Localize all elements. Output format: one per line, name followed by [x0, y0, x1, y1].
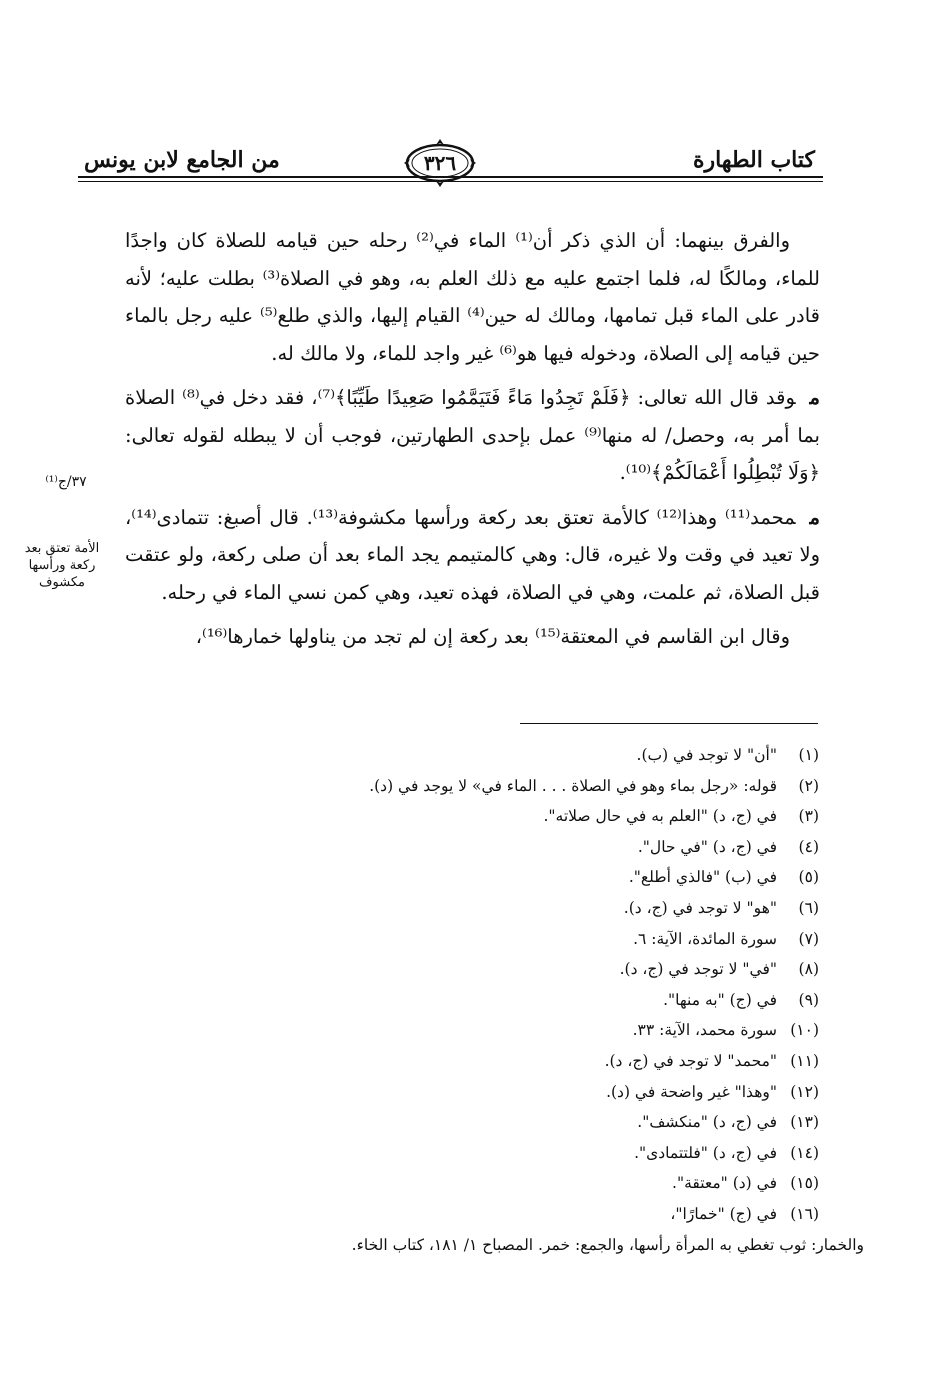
footnote [119, 832, 819, 863]
footnote [119, 985, 819, 1016]
manuscript-folio-ref: ٣٧/ج⁽¹⁾ [45, 474, 87, 490]
footnotes [119, 740, 864, 1260]
paragraph-3-text: محمد⁽¹¹⁾ وهذا⁽¹²⁾ كالأمة تعتق بعد ركعة ورأسها مكشوفة⁽¹³⁾. قال أصبغ: تتمادى⁽¹⁴⁾، ولا تعيد في وقت ولا غيره، قال: وهي كالمتيمم يجد الماء بعد أن صلى ركعة، ولو عتقت قبل الصلاة، ثم علمت، وهي في الصلاة، فهذه تعيد، وهي كمن نسي الماء في رحله. [125, 505, 820, 604]
footnote-number: (٨) [798, 960, 819, 979]
footnote [119, 893, 819, 924]
footnote-number: (٣) [798, 807, 819, 826]
source-title: من الجامع لابن يونس [84, 147, 280, 173]
footnote-text: في (ج، د) "منكشف". [637, 1113, 777, 1132]
footnote-continuation: والخمار: ثوب تغطي به المرأة رأسها، والجمع: خمر. المصباح ١/ ١٨١، كتاب الخاء. [351, 1235, 864, 1254]
book-title: كتاب الطهارة [692, 147, 815, 173]
footnote-text: "أن" لا توجد في (ب). [636, 746, 777, 764]
footnote-number: (١٠) [790, 1021, 819, 1040]
footnote [119, 771, 819, 802]
footnote [119, 1107, 819, 1138]
footnote-text: "محمد" لا توجد في (ج، د). [604, 1051, 777, 1070]
footnote-number: (٦) [798, 898, 819, 917]
paragraph-2-text: وقد قال الله تعالى: ﴿فَلَمْ تَجِدُوا مَاءً فَتَيَمَّمُوا صَعِيدًا طَيِّبًا﴾⁽⁷⁾، فقد دخل في⁽⁸⁾ الصلاة بما أمر به، وحصل/ له منها⁽⁹⁾ عمل بإحدى الطهارتين، فوجب أن لا يبطله لقوله تعالى: ﴿وَلَا تُبْطِلُوا أَعْمَالَكُمْ﴾⁽¹⁰⁾. [125, 386, 820, 484]
paragraph-3 [125, 499, 820, 612]
footnote-number: (١٥) [790, 1174, 819, 1193]
footnote [119, 1015, 819, 1046]
footnote-text: "في" لا توجد في (ج، د). [619, 960, 777, 979]
mim-marker: م [809, 505, 820, 529]
footnote-number: (١٢) [790, 1082, 819, 1101]
footnote-number: (١٦) [790, 1204, 819, 1223]
footnote-text: قوله: «رجل بماء وهو في الصلاة . . . الماء في» لا يوجد في (د). [369, 776, 777, 795]
footnote-number: (٧) [798, 929, 819, 948]
footnote-text: في (ج، د) "فلتتمادى". [634, 1143, 777, 1162]
footnote [119, 1077, 819, 1108]
footnote-rule [520, 723, 818, 724]
footnote [119, 1046, 819, 1077]
footnote [119, 801, 819, 832]
footnote-number: (٢) [798, 776, 819, 795]
footnote [119, 954, 819, 985]
footnote-text: في (ب) "فالذي أطلع". [628, 868, 777, 887]
main-text [125, 222, 820, 663]
margin-side-note: الأمة تعتق بعد ركعة ورأسها مكشوف [24, 541, 100, 590]
footnote [119, 1138, 819, 1169]
footnote-text: "وهذا" غير واضحة في (د). [606, 1082, 777, 1101]
footnote-text: في (ج، د) "في حال". [637, 837, 777, 856]
footnote-number: (١) [798, 746, 819, 764]
footnote-number: (٥) [798, 868, 819, 887]
footnote-number: (١٤) [790, 1143, 819, 1162]
footnote [119, 740, 819, 771]
footnote-text: سورة محمد، الآية: ٣٣. [632, 1021, 777, 1040]
footnote-number: (١٣) [790, 1113, 819, 1132]
footnote-text: "هو" لا توجد في (ج، د). [623, 898, 777, 917]
footnote [119, 862, 819, 893]
footnote [119, 1168, 819, 1199]
footnote-number: (٩) [798, 990, 819, 1009]
footnote-text: في (د) "معتقة". [672, 1174, 777, 1193]
footnote [119, 924, 819, 955]
footnote-text: في (ج) "خمارًا"، [670, 1204, 777, 1223]
paragraph-2 [125, 379, 820, 492]
footnote-text: في (ج، د) "العلم به في حال صلاته". [543, 807, 777, 826]
footnote-number: (١١) [790, 1051, 819, 1070]
header-rule-thin [78, 181, 823, 182]
mim-marker: م [809, 386, 820, 409]
footnote-text: في (ج) "به منها". [663, 990, 777, 1009]
page-header [78, 145, 823, 185]
footnote [119, 1199, 819, 1230]
footnote-number: (٤) [798, 837, 819, 856]
paragraph-4: وقال ابن القاسم في المعتقة⁽¹⁵⁾ بعد ركعة إن لم تجد من يناولها خمارها⁽¹⁶⁾، [195, 625, 790, 648]
header-rule-thick [78, 176, 823, 178]
paragraph-1: والفرق بينهما: أن الذي ذكر أن⁽¹⁾ الماء في⁽²⁾ رحله حين قيامه للصلاة كان واجدًا للماء، ومالكًا له، فلما اجتمع عليه مع ذلك العلم به، وهو في الصلاة⁽³⁾ بطلت عليه؛ لأنه قادر على الماء قبل تمامها، ومالك له حين⁽⁴⁾ القيام إليها، والذي طلع⁽⁵⁾ عليه رجل بالماء حين قيامه إلى الصلاة، ودخوله فيها هو⁽⁶⁾ غير واجد للماء، ولا مالك له. [125, 229, 821, 365]
page-number: ٣٢٦ [423, 151, 457, 175]
footnote-text: سورة المائدة، الآية: ٦. [633, 929, 777, 948]
